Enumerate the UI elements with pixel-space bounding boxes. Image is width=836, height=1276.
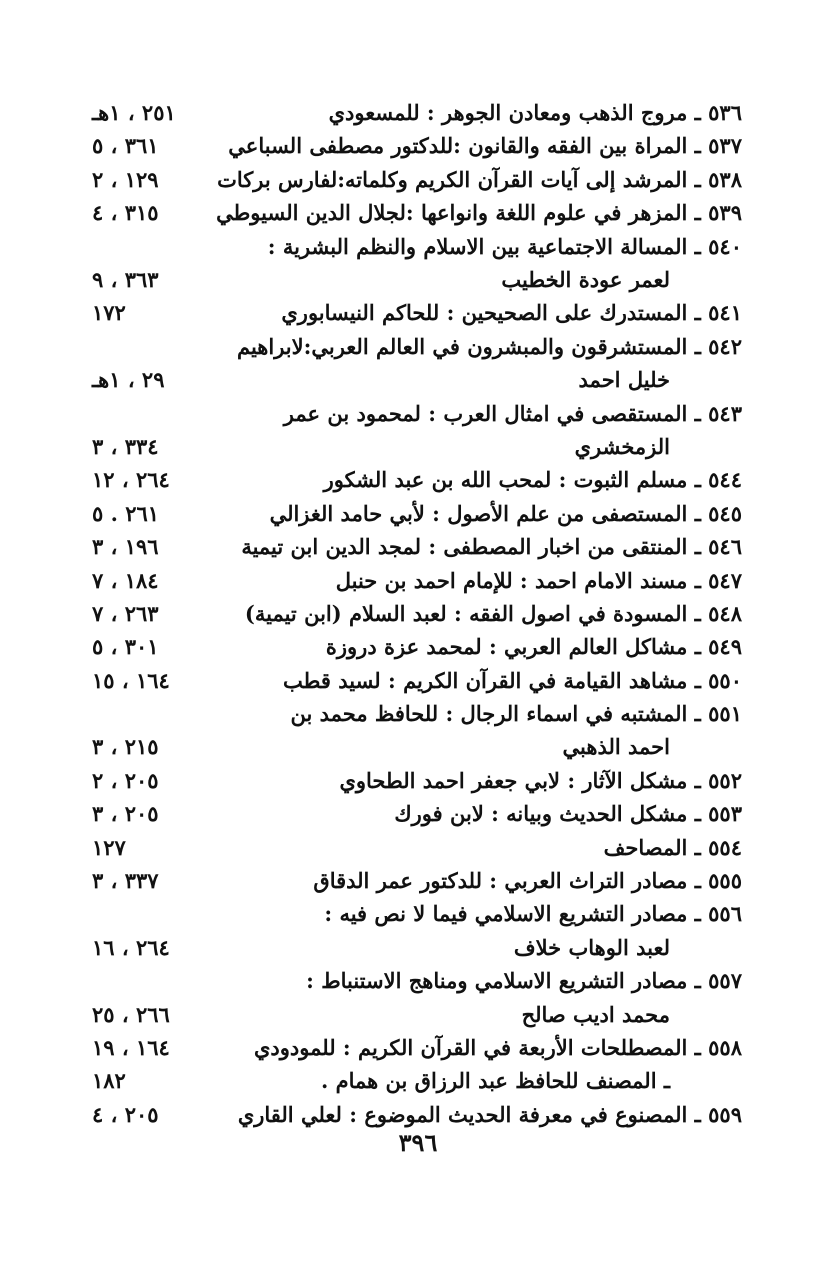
index-entry — [92, 1031, 742, 1064]
index-entry — [92, 664, 742, 697]
index-entry — [92, 597, 742, 630]
entry-page-ref-cell — [92, 964, 212, 1031]
entry-title-line: ٥٣٦ ـ مروج الذهب ومعادن الجوهر : للمسعودي — [328, 100, 742, 125]
entry-page-ref-cell — [92, 697, 212, 764]
index-entry — [92, 196, 742, 229]
index-entry — [92, 129, 742, 162]
entry-title-continuation: احمد الذهبي — [562, 734, 670, 760]
entry-page-ref-cell — [92, 196, 212, 229]
index-entry — [92, 864, 742, 897]
index-entry — [92, 764, 742, 797]
entry-page-ref: ١٦٤ ، ١٥ — [92, 667, 170, 693]
entry-text — [212, 96, 742, 129]
index-entry — [92, 697, 742, 764]
entry-page-ref-cell — [92, 864, 212, 897]
entry-title-line: ٥٥٣ ـ مشكل الحديث وبيانه : لابن فورك — [394, 801, 742, 827]
index-entry — [92, 630, 742, 663]
entry-title-line: ٥٣٩ ـ المزهر في علوم اللغة وانواعها :لجلال الدين السيوطي — [216, 200, 742, 226]
entry-page-ref: ١٨٢ — [92, 1068, 126, 1094]
entry-page-ref: ٢٦٣ ، ٧ — [92, 600, 159, 626]
entry-title-continuation: خليل احمد — [578, 367, 670, 393]
entry-page-ref: ٣٠١ ، ٥ — [92, 634, 159, 660]
entry-title-line: ٥٥٦ ـ مصادر التشريع الاسلامي فيما لا نص فيه : — [324, 901, 742, 927]
entry-title-line: ٥٤٥ ـ المستصفى من علم الأصول : لأبي حامد الغزالي — [269, 500, 742, 526]
entry-text — [212, 1031, 742, 1064]
entry-page-ref-cell — [92, 530, 212, 563]
entry-page-ref: ٢٦٦ ، ٢٥ — [92, 1001, 170, 1027]
entry-text — [212, 296, 742, 329]
entry-title-line: ٥٥٨ ـ المصطلحات الأربعة في القرآن الكريم : للمودودي — [253, 1035, 742, 1061]
entry-text — [212, 129, 742, 162]
entry-page-ref-cell — [92, 96, 212, 129]
entry-page-ref: ٢٠٥ ، ٤ — [92, 1101, 159, 1127]
entry-title-line: ٥٣٧ ـ المراة بين الفقه والقانون :للدكتور مصطفى السباعي — [228, 133, 742, 159]
entry-title-line: ٥٤٢ ـ المستشرقون والمبشرون في العالم العربي:لابراهيم — [236, 333, 742, 359]
entry-title-line: ٥٥٢ ـ مشكل الآثار : لابي جعفر احمد الطحاوي — [339, 767, 742, 793]
index-entry — [92, 163, 742, 196]
entry-text — [212, 797, 742, 830]
entry-text — [212, 564, 742, 597]
entry-text — [212, 764, 742, 797]
page-number: ٣٩٦ — [398, 1128, 438, 1157]
index-entry — [92, 530, 742, 563]
entry-title-line: ٥٥٧ ـ مصادر التشريع الاسلامي ومناهج الاستنباط : — [306, 968, 742, 994]
index-entry — [92, 230, 742, 297]
entry-page-ref: ١٩٦ ، ٣ — [92, 534, 159, 560]
entry-page-ref-cell — [92, 230, 212, 297]
entry-page-ref: ١٨٤ ، ٧ — [92, 567, 159, 593]
entry-title-line: ٥٤٧ ـ مسند الامام احمد : للإمام احمد بن حنبل — [335, 567, 742, 593]
entry-page-ref: ٢٠٥ ، ٢ — [92, 767, 159, 793]
entry-text — [212, 897, 742, 964]
index-entry — [92, 463, 742, 496]
entry-page-ref: ٢٦١ . ٥ — [92, 500, 160, 526]
entry-title-line: ٥٥٩ ـ المصنوع في معرفة الحديث الموضوع : لعلي القاري — [237, 1101, 742, 1127]
entry-title-line: ـ المصنف للحافظ عبد الرزاق بن همام . — [320, 1068, 670, 1094]
entry-page-ref-cell — [92, 831, 212, 864]
entry-text — [212, 196, 742, 229]
entry-text — [212, 664, 742, 697]
entry-title-line: ٥٤٠ ـ المسالة الاجتماعية بين الاسلام والنظم البشرية : — [267, 233, 742, 259]
entry-page-ref-cell — [92, 497, 212, 530]
entry-page-ref-cell — [92, 797, 212, 830]
entry-page-ref-cell — [92, 897, 212, 964]
entry-page-ref: ٣٣٤ ، ٣ — [92, 433, 159, 459]
entry-text — [212, 597, 742, 630]
index-entry — [92, 96, 742, 129]
entry-title-continuation: الزمخشري — [574, 433, 670, 459]
index-entry — [92, 330, 742, 397]
entry-title-line: ٥٤٨ ـ المسودة في اصول الفقه : لعبد السلام (ابن تيمية) — [244, 600, 742, 626]
index-entry-list — [92, 96, 742, 1131]
entry-text — [212, 1064, 742, 1097]
entry-title-continuation: لعمر عودة الخطيب — [501, 266, 670, 292]
entry-title-line: ٥٤٤ ـ مسلم الثبوت : لمحب الله بن عبد الشكور — [323, 467, 742, 493]
entry-page-ref-cell — [92, 397, 212, 464]
entry-page-ref: ٢٠٥ ، ٣ — [92, 801, 159, 827]
entry-text — [212, 330, 742, 397]
entry-text — [212, 497, 742, 530]
entry-page-ref-cell — [92, 296, 212, 329]
entry-page-ref: ١٢٧ — [92, 834, 126, 860]
entry-page-ref-cell — [92, 664, 212, 697]
entry-title-line: ٥٤١ ـ المستدرك على الصحيحين : للحاكم النيسابوري — [281, 300, 742, 326]
entry-page-ref: ٢١٥ ، ٣ — [92, 734, 159, 760]
entry-page-ref-cell — [92, 1064, 212, 1097]
entry-text — [212, 630, 742, 663]
entry-text — [212, 163, 742, 196]
entry-title-line: ٥٤٣ ـ المستقصى في امثال العرب : لمحمود بن عمر — [283, 400, 742, 426]
index-entry — [92, 296, 742, 329]
entry-title-line: ٥٥٤ ـ المصاحف — [603, 834, 742, 860]
entry-text — [212, 1098, 742, 1131]
index-entry — [92, 797, 742, 830]
entry-page-ref: ٢٥١ ، ١هـ — [92, 99, 176, 125]
entry-page-ref-cell — [92, 463, 212, 496]
index-entry — [92, 564, 742, 597]
index-entry — [92, 897, 742, 964]
entry-page-ref-cell — [92, 1031, 212, 1064]
entry-text — [212, 397, 742, 464]
entry-text — [212, 697, 742, 764]
entry-page-ref-cell — [92, 330, 212, 397]
entry-text — [212, 463, 742, 496]
entry-title-continuation: محمد اديب صالح — [521, 1001, 670, 1027]
entry-title-line: ٥٤٩ ـ مشاكل العالم العربي : لمحمد عزة دروزة — [325, 634, 742, 660]
entry-title-line: ٥٤٦ ـ المنتقى من اخبار المصطفى : لمجد الدين ابن تيمية — [241, 534, 742, 560]
entry-title-line: ٥٣٨ ـ المرشد إلى آيات القرآن الكريم وكلماته:لفارس بركات — [217, 166, 742, 192]
entry-page-ref: ٢٦٤ ، ١٢ — [92, 467, 170, 493]
entry-page-ref: ٣١٥ ، ٤ — [92, 200, 159, 226]
entry-text — [212, 864, 742, 897]
index-entry — [92, 1098, 742, 1131]
entry-page-ref: ٣٦١ ، ٥ — [92, 133, 159, 159]
entry-page-ref-cell — [92, 764, 212, 797]
entry-page-ref-cell — [92, 564, 212, 597]
entry-page-ref: ١٢٩ ، ٢ — [92, 166, 159, 192]
entry-title-line: ٥٥١ ـ المشتبه في اسماء الرجال : للحافظ محمد بن — [290, 701, 742, 727]
index-entry — [92, 1064, 742, 1097]
entry-page-ref: ٣٣٧ ، ٣ — [92, 868, 159, 894]
entry-title-line: ٥٥٠ ـ مشاهد القيامة في القرآن الكريم : لسيد قطب — [283, 667, 742, 693]
index-entry — [92, 497, 742, 530]
entry-page-ref: ٢٩ ، ١هـ — [92, 367, 165, 393]
entry-page-ref-cell — [92, 163, 212, 196]
entry-title-continuation: لعبد الوهاب خلاف — [513, 934, 670, 960]
entry-page-ref: ١٧٢ — [92, 300, 126, 326]
index-entry — [92, 831, 742, 864]
entry-text — [212, 831, 742, 864]
entry-page-ref: ٢٦٤ ، ١٦ — [92, 934, 170, 960]
entry-title-line: ٥٥٥ ـ مصادر التراث العربي : للدكتور عمر الدقاق — [313, 868, 742, 894]
index-entry — [92, 397, 742, 464]
entry-page-ref: ١٦٤ ، ١٩ — [92, 1035, 170, 1061]
entry-page-ref-cell — [92, 597, 212, 630]
entry-text — [212, 530, 742, 563]
index-entry — [92, 964, 742, 1031]
entry-page-ref-cell — [92, 1098, 212, 1131]
entry-text — [212, 230, 742, 297]
entry-text — [212, 964, 742, 1031]
entry-page-ref: ٣٦٣ ، ٩ — [92, 266, 159, 292]
entry-page-ref-cell — [92, 630, 212, 663]
entry-page-ref-cell — [92, 129, 212, 162]
